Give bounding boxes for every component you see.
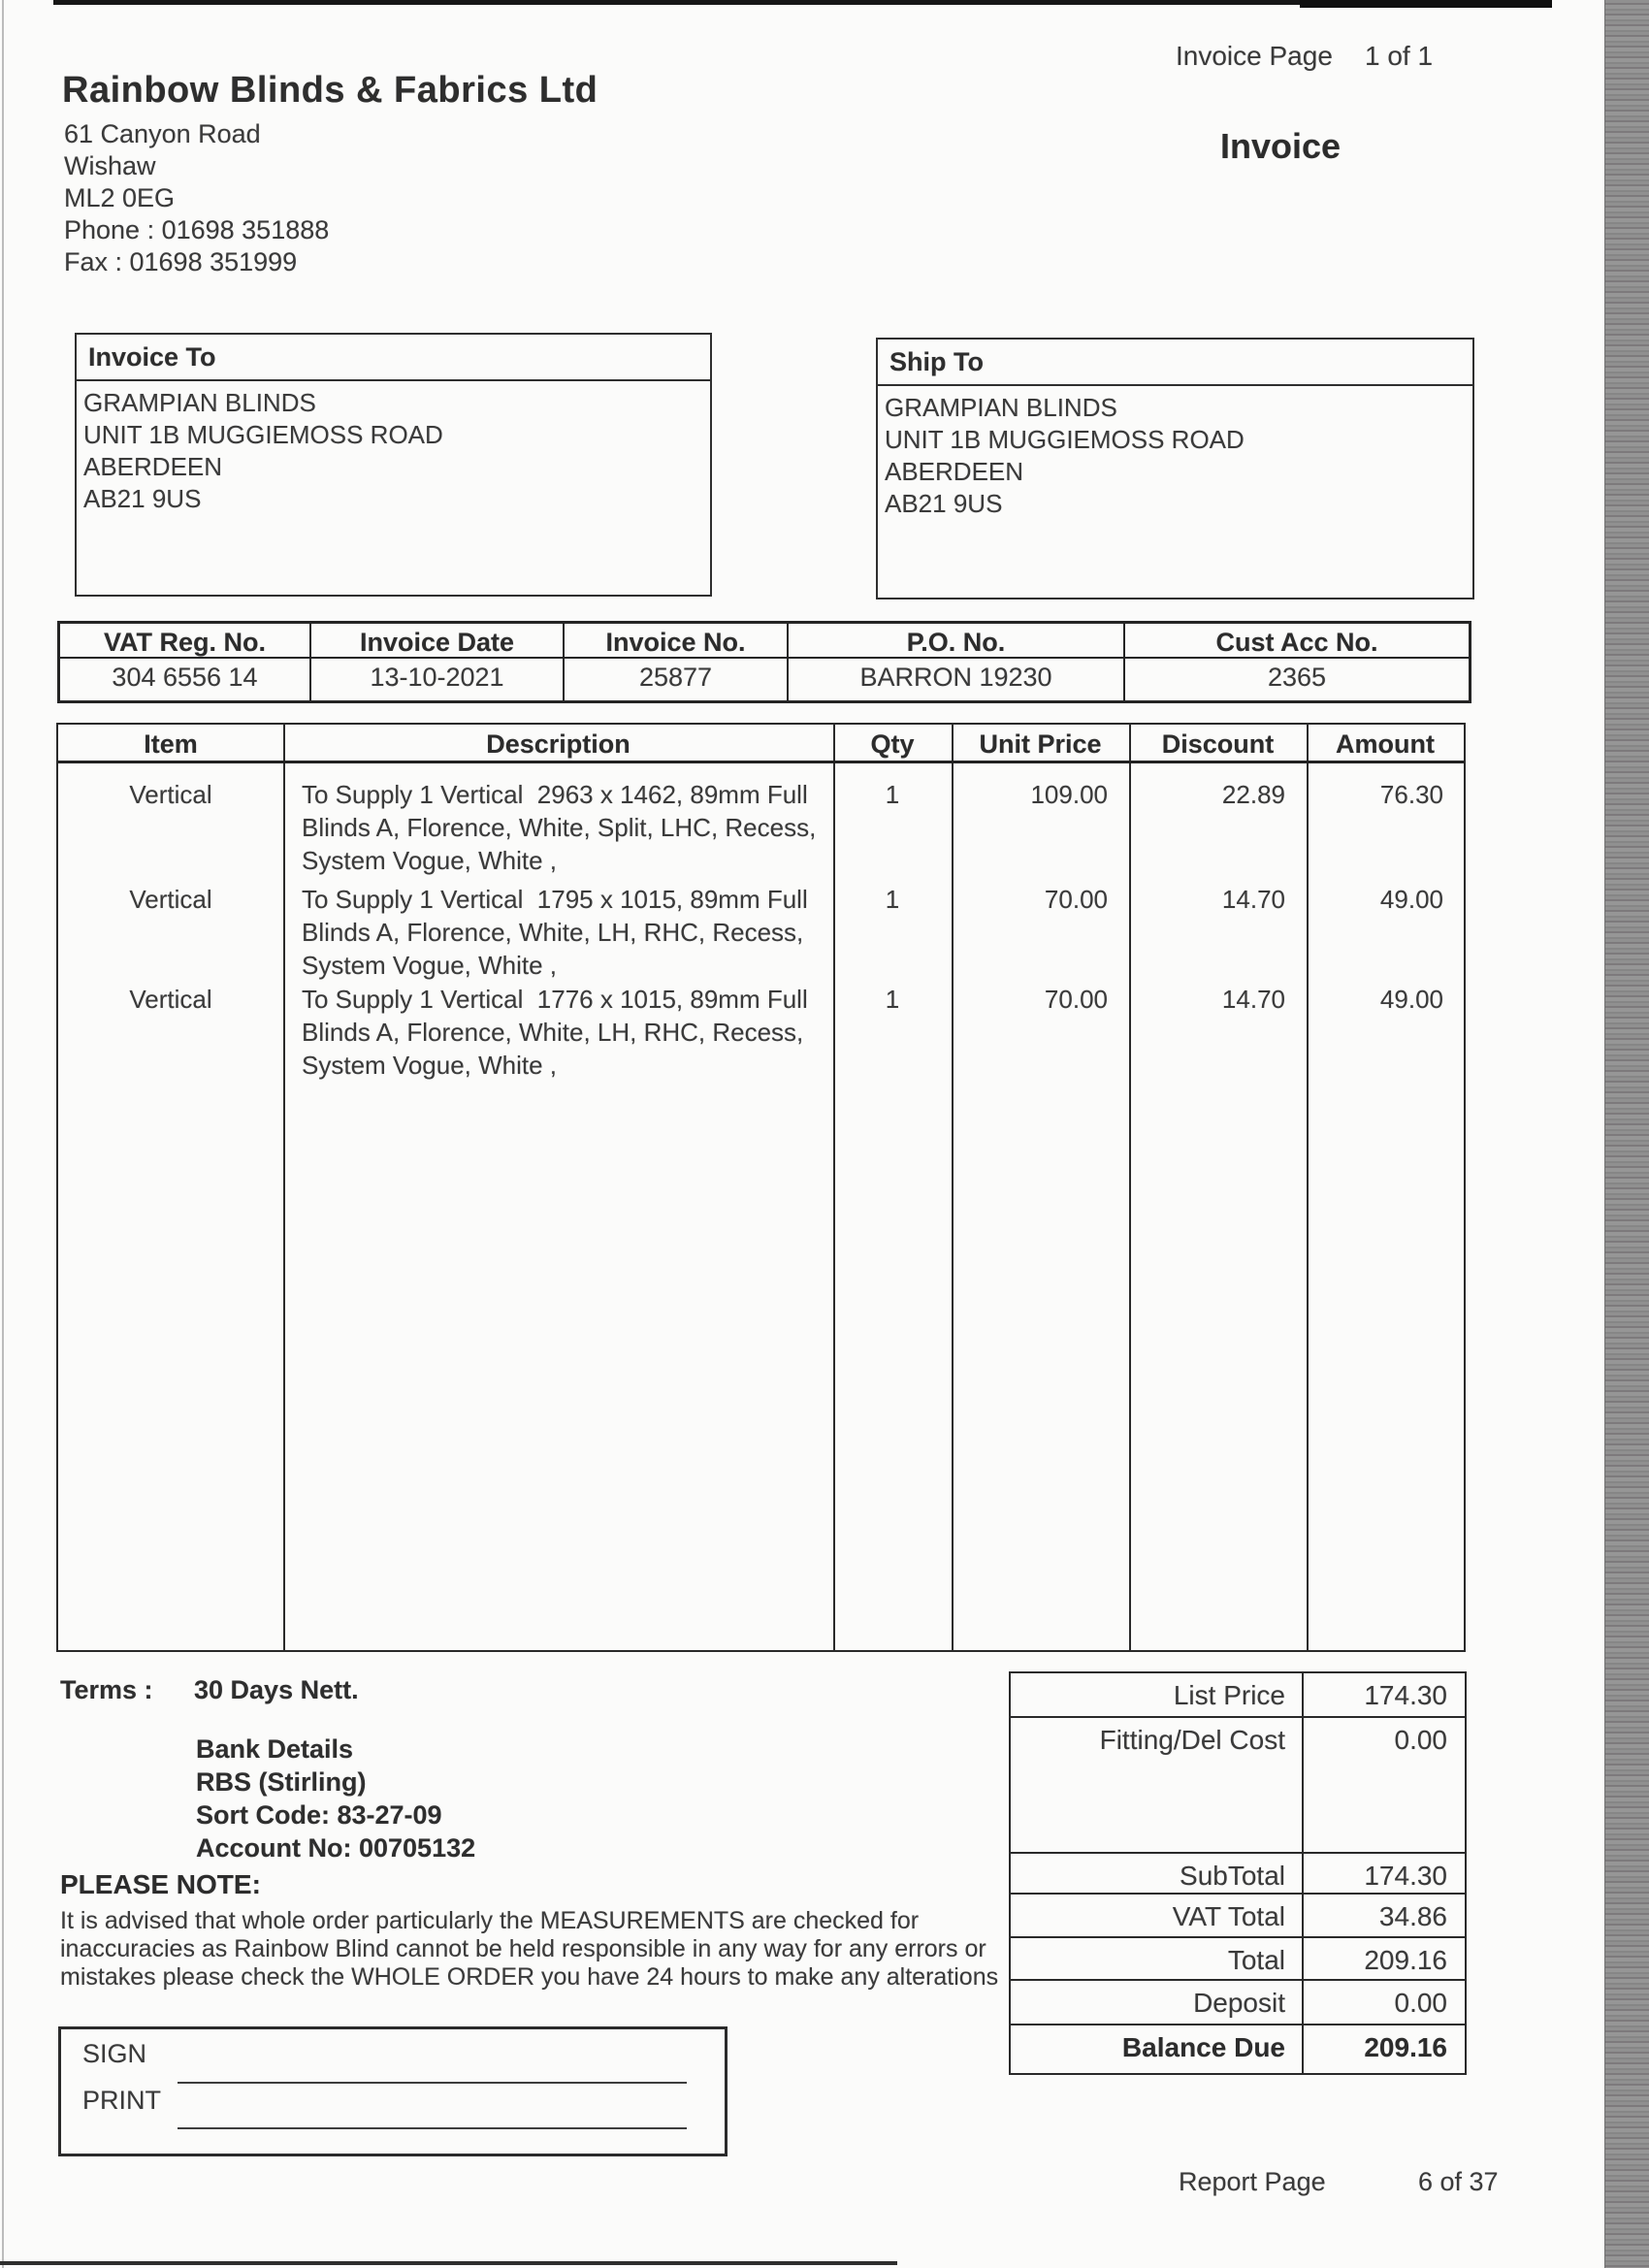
deposit-row: [1011, 1981, 1465, 2025]
total-row: [1011, 1938, 1465, 1981]
invoice-to-line: ABERDEEN: [83, 452, 223, 481]
total-value: 209.16: [1364, 1945, 1447, 1975]
disclaimer-paragraph: [60, 1907, 998, 1992]
invoice-to-line: GRAMPIAN BLINDS: [83, 388, 316, 417]
invoice-to-address: [77, 381, 710, 515]
scan-top-edge-line-dark: [1300, 0, 1552, 8]
description-line: Blinds A, Florence, White, LH, RHC, Recess,: [302, 1018, 804, 1047]
ship-to-line: GRAMPIAN BLINDS: [885, 393, 1117, 422]
vat-reg-no-value: 304 6556 14: [60, 659, 311, 700]
sign-label: SIGN: [82, 2039, 147, 2068]
description-column-header: Description: [486, 729, 630, 759]
fitting-del-cost-row: [1011, 1718, 1465, 1854]
item-discount: 14.70: [1221, 885, 1285, 914]
item-discount: 22.89: [1221, 780, 1285, 809]
item-column-header: Item: [144, 729, 198, 759]
item-unit-price: 70.00: [1044, 985, 1108, 1014]
company-phone: Phone : 01698 351888: [64, 215, 330, 244]
item-amount: 76.30: [1379, 780, 1443, 809]
company-address-line: ML2 0EG: [64, 183, 176, 212]
please-note-heading: PLEASE NOTE:: [60, 1869, 261, 1899]
vat-total-row: [1011, 1895, 1465, 1938]
total-label: Total: [1011, 1938, 1304, 1979]
subtotal-value: 174.30: [1364, 1861, 1447, 1891]
ship-to-line: AB21 9US: [885, 489, 1003, 518]
invoice-page-value: 1 of 1: [1365, 41, 1434, 71]
cust-acc-no-header: Cust Acc No.: [1215, 628, 1378, 657]
list-price-row: [1011, 1673, 1465, 1718]
ship-to-line: ABERDEEN: [885, 457, 1024, 486]
po-no-value: BARRON 19230: [789, 659, 1125, 700]
item-discount: 14.70: [1221, 985, 1285, 1014]
item-description: [283, 883, 833, 982]
invoice-date-value: 13-10-2021: [311, 659, 565, 700]
ship-to-line: UNIT 1B MUGGIEMOSS ROAD: [885, 425, 1245, 454]
company-address-line: 61 Canyon Road: [64, 119, 261, 148]
subtotal-row: [1011, 1854, 1465, 1895]
invoice-page-label: Invoice Page: [1176, 41, 1333, 71]
description-line: To Supply 1 Vertical 1776 x 1015, 89mm Full: [302, 985, 808, 1014]
description-line: System Vogue, White ,: [302, 1051, 558, 1080]
table-row: [58, 883, 1464, 982]
invoice-no-value: 25877: [565, 659, 789, 700]
vat-total-value: 34.86: [1378, 1901, 1447, 1931]
disclaimer-line: mistakes please check the WHOLE ORDER you have 24 hours to make any alterations: [60, 1963, 999, 1991]
report-page-label: Report Page: [1179, 2167, 1326, 2196]
invoice-reference-table: [57, 621, 1471, 703]
terms-value: 30 Days Nett.: [194, 1675, 359, 1704]
description-line: To Supply 1 Vertical 1795 x 1015, 89mm Full: [302, 885, 808, 914]
deposit-label: Deposit: [1011, 1981, 1304, 2024]
item-amount: 49.00: [1379, 885, 1443, 914]
vat-reg-no-header: VAT Reg. No.: [60, 624, 311, 657]
ship-to-address: [878, 386, 1472, 520]
balance-due-label: Balance Due: [1011, 2025, 1304, 2073]
cust-acc-no-value: 2365: [1267, 663, 1327, 692]
scan-left-edge-line: [2, 0, 4, 2268]
balance-due-row: [1011, 2025, 1465, 2073]
fitting-del-cost-label: Fitting/Del Cost: [1011, 1718, 1304, 1852]
item-type: Vertical: [129, 885, 212, 914]
description-line: System Vogue, White ,: [302, 951, 558, 980]
bank-details: [196, 1733, 475, 1864]
invoice-to-label: Invoice To: [77, 335, 710, 381]
vat-total-label: VAT Total: [1011, 1895, 1304, 1936]
item-qty: 1: [885, 985, 900, 1014]
balance-due-value: 209.16: [1364, 2032, 1447, 2062]
item-description: [283, 983, 833, 1082]
description-line: Blinds A, Florence, White, LH, RHC, Recess,: [302, 918, 804, 947]
item-qty: 1: [885, 885, 900, 914]
table-row: [58, 983, 1464, 1082]
item-qty: 1: [885, 780, 900, 809]
item-unit-price: 70.00: [1044, 885, 1108, 914]
invoice-date-header: Invoice Date: [311, 624, 565, 657]
item-description: [283, 778, 833, 877]
report-page-value: 6 of 37: [1418, 2167, 1499, 2196]
invoice-to-line: AB21 9US: [83, 484, 202, 513]
fitting-del-cost-value: 0.00: [1394, 1725, 1447, 1755]
reference-table-header-row: [60, 624, 1469, 659]
document-title: Invoice: [1220, 126, 1342, 166]
po-no-header: P.O. No.: [789, 624, 1125, 657]
subtotal-label: SubTotal: [1011, 1854, 1304, 1893]
amount-column-header: Amount: [1336, 729, 1435, 759]
items-table-header-row: [58, 725, 1464, 763]
scan-edge-band: [1604, 0, 1649, 2268]
item-type: Vertical: [129, 780, 212, 809]
unit-price-column-header: Unit Price: [979, 729, 1102, 759]
discount-column-header: Discount: [1161, 729, 1275, 759]
reference-table-value-row: [60, 659, 1469, 700]
ship-to-label: Ship To: [878, 340, 1472, 386]
bank-details-heading: Bank Details: [196, 1734, 354, 1764]
list-price-label: List Price: [1011, 1673, 1304, 1716]
print-label: PRINT: [82, 2086, 161, 2115]
company-fax: Fax : 01698 351999: [64, 247, 298, 276]
invoice-to-box: [75, 333, 712, 597]
signature-box: [58, 2026, 728, 2156]
disclaimer-line: It is advised that whole order particularly the MEASUREMENTS are checked for: [60, 1907, 920, 1934]
disclaimer-line: inaccuracies as Rainbow Blind cannot be held responsible in any way for any errors or: [60, 1935, 986, 1962]
item-type: Vertical: [129, 985, 212, 1014]
bank-account-no: Account No: 00705132: [196, 1833, 476, 1863]
line-items-table: [56, 723, 1466, 1652]
bank-name: RBS (Stirling): [196, 1767, 367, 1797]
scan-bottom-edge-line: [0, 2261, 897, 2265]
bank-sort-code: Sort Code: 83-27-09: [196, 1800, 442, 1830]
list-price-value: 174.30: [1364, 1680, 1447, 1710]
invoice-to-line: UNIT 1B MUGGIEMOSS ROAD: [83, 420, 443, 449]
description-line: To Supply 1 Vertical 2963 x 1462, 89mm Full: [302, 780, 808, 809]
item-unit-price: 109.00: [1030, 780, 1108, 809]
company-address-line: Wishaw: [64, 151, 156, 180]
company-name: Rainbow Blinds & Fabrics Ltd: [62, 70, 598, 111]
print-line: [178, 2127, 687, 2129]
sign-line: [178, 2082, 687, 2084]
invoice-no-header: Invoice No.: [565, 624, 789, 657]
deposit-value: 0.00: [1394, 1988, 1447, 2018]
totals-box: [1009, 1671, 1467, 2075]
ship-to-box: [876, 338, 1474, 599]
item-amount: 49.00: [1379, 985, 1443, 1014]
description-line: Blinds A, Florence, White, Split, LHC, Recess,: [302, 813, 817, 842]
table-row: [58, 778, 1464, 877]
terms-label: Terms :: [60, 1675, 153, 1704]
qty-column-header: Qty: [870, 729, 915, 759]
company-address: [64, 118, 329, 278]
description-line: System Vogue, White ,: [302, 846, 558, 875]
